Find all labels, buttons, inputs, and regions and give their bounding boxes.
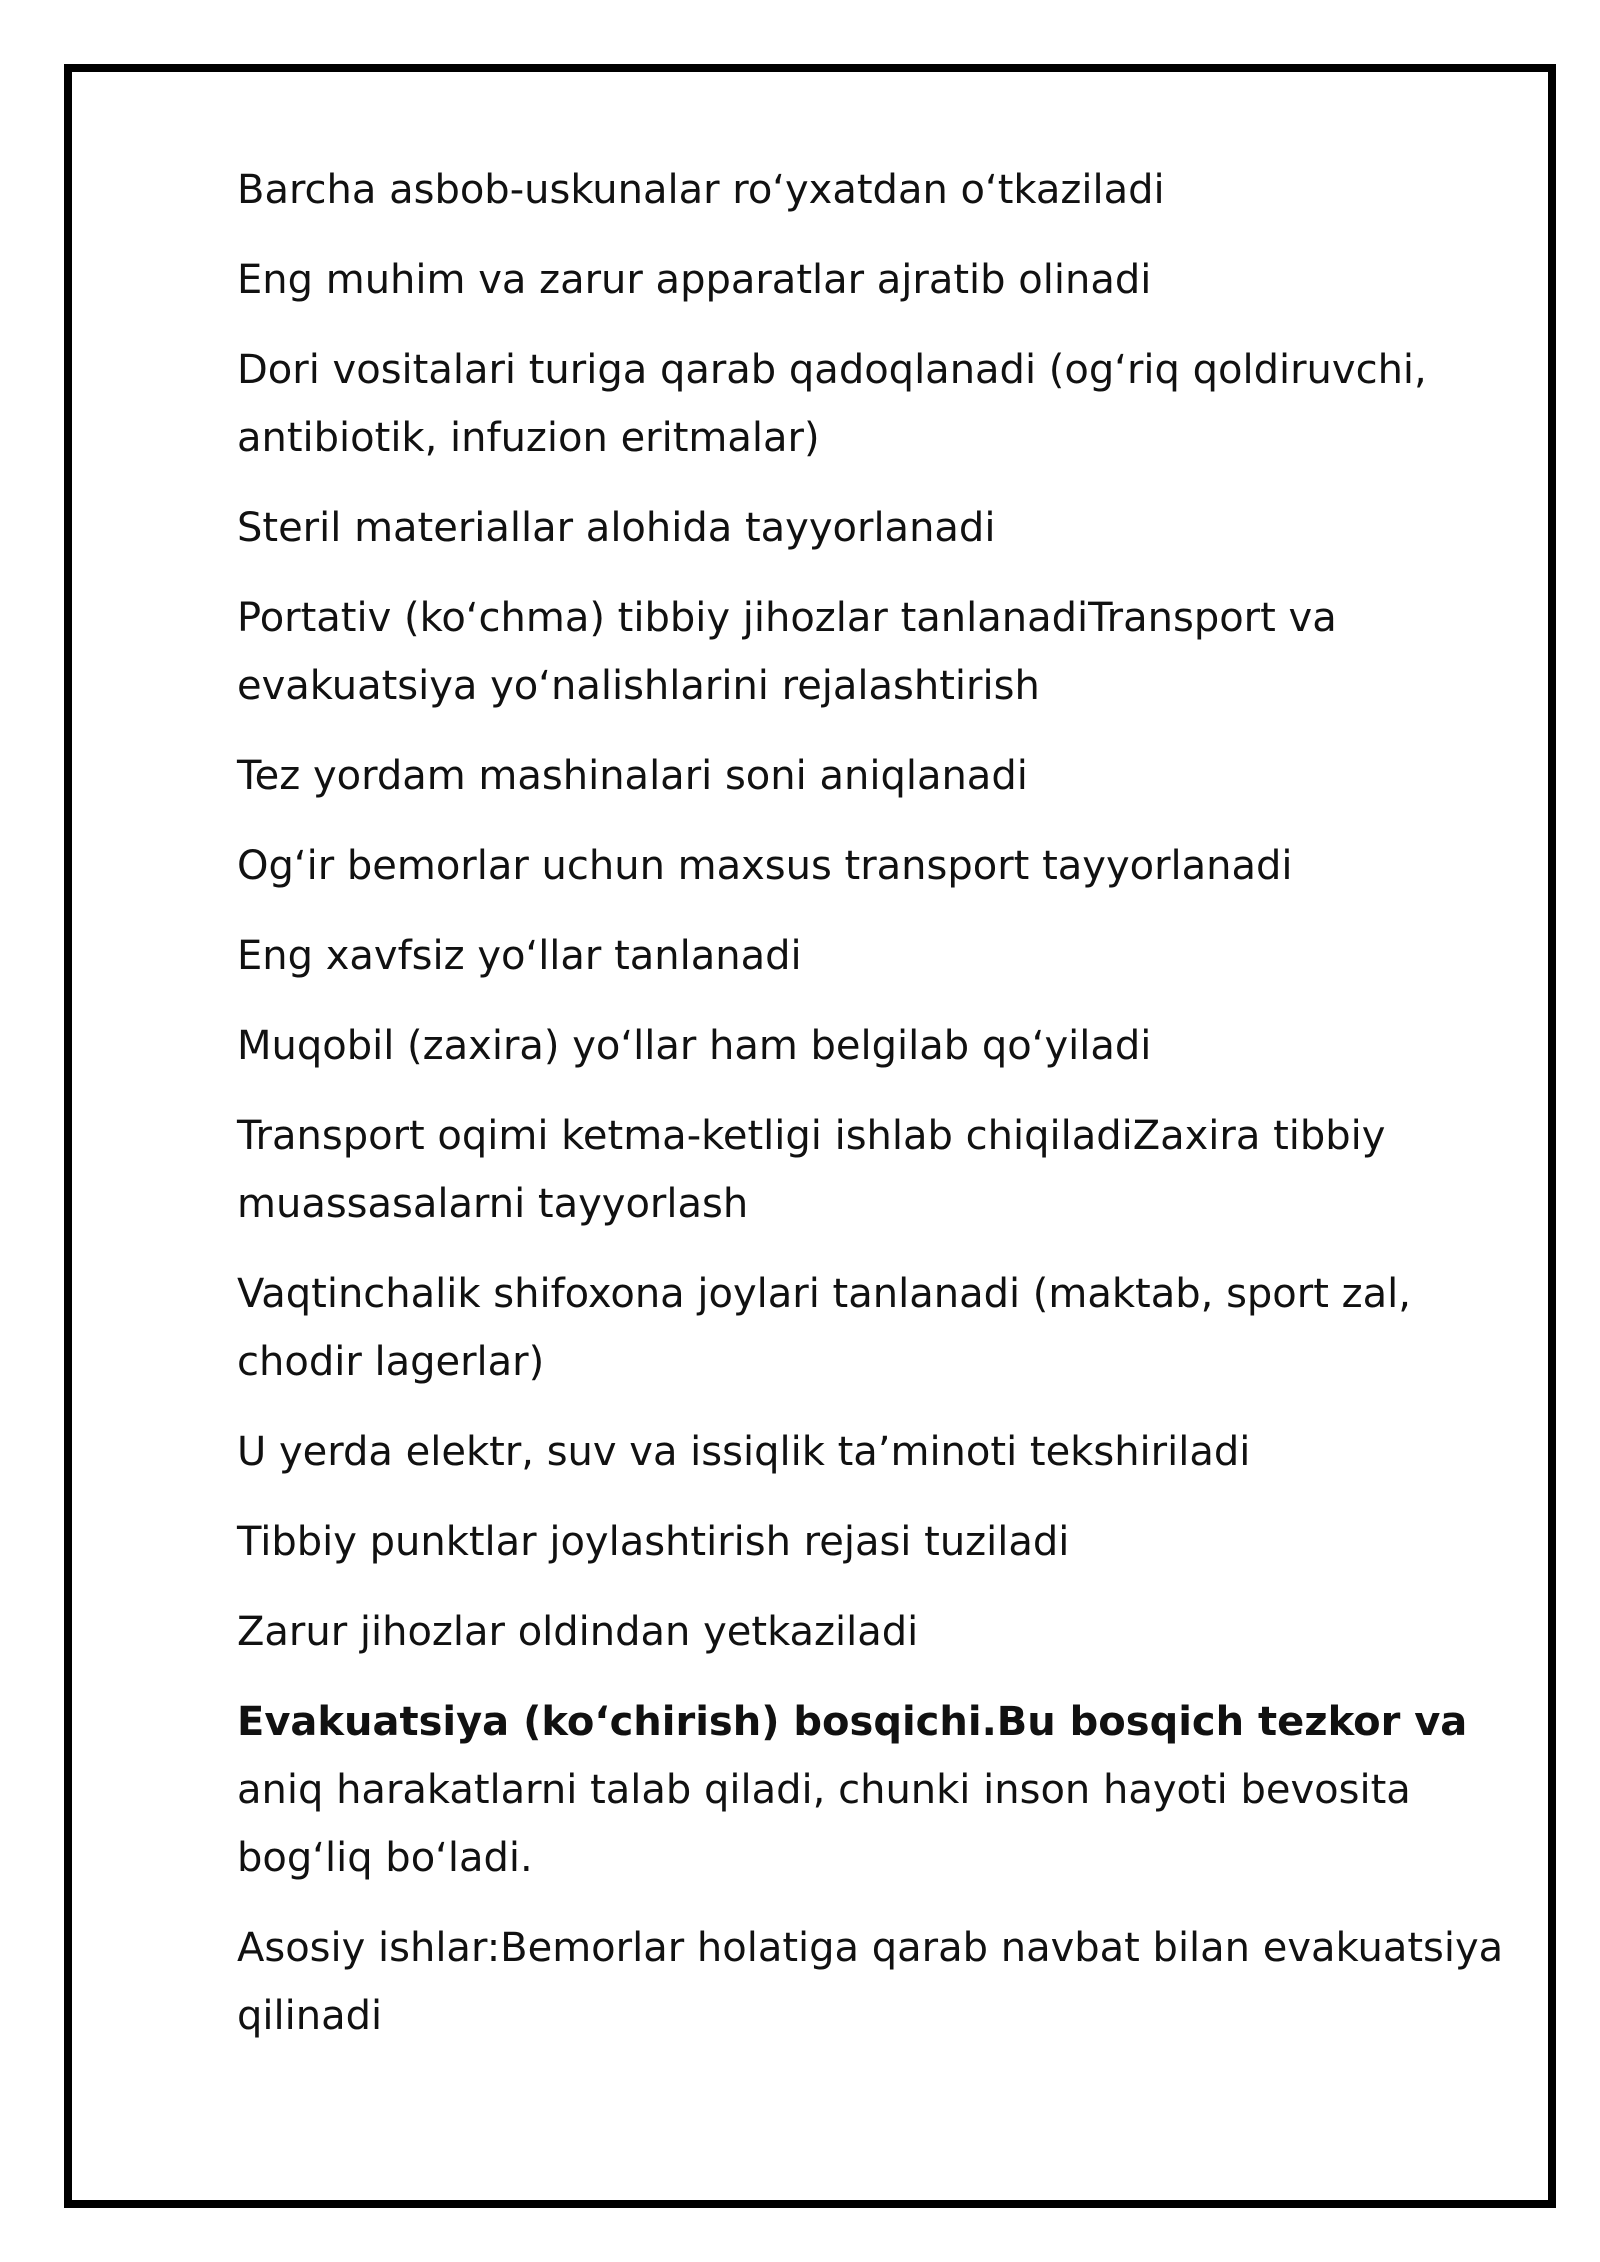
paragraph: Tibbiy punktlar joylashtirish rejasi tuziladi	[237, 1519, 1070, 1565]
paragraph: Eng muhim va zarur apparatlar ajratib olinadi	[237, 257, 1152, 303]
paragraph: Portativ (koʻchma) tibbiy jihozlar tanlanadiTransport va evakuatsiya yoʻnalishlarini rejalashtirish	[237, 595, 1337, 709]
paragraph: Barcha asbob-uskunalar roʻyxatdan oʻtkaziladi	[237, 167, 1165, 213]
evacuation-text: aniq harakatlarni talab qiladi, chunki inson hayoti bevosita bogʻliq boʻladi.	[237, 1767, 1411, 1881]
paragraph: Dori vositalari turiga qarab qadoqlanadi (ogʻriq qoldiruvchi, antibiotik, infuzion eritmalar)	[237, 347, 1427, 461]
main-tasks-paragraph: Asosiy ishlar:Bemorlar holatiga qarab navbat bilan evakuatsiya qilinadi	[237, 1925, 1504, 2039]
document-body	[237, 156, 1507, 2072]
paragraph: Muqobil (zaxira) yoʻllar ham belgilab qoʻyiladi	[237, 1023, 1152, 1069]
paragraph: Transport oqimi ketma-ketligi ishlab chiqiladiZaxira tibbiy muassasalarni tayyorlash	[237, 1113, 1386, 1227]
evacuation-paragraph	[237, 1688, 1507, 1892]
paragraph: Ogʻir bemorlar uchun maxsus transport tayyorlanadi	[237, 843, 1293, 889]
paragraph: Eng xavfsiz yoʻllar tanlanadi	[237, 933, 802, 979]
evacuation-heading: Evakuatsiya (koʻchirish) bosqichi.Bu bosqich tezkor va	[237, 1699, 1468, 1745]
paragraph: Tez yordam mashinalari soni aniqlanadi	[237, 753, 1028, 799]
page-frame	[64, 64, 1556, 2208]
paragraph: U yerda elektr, suv va issiqlik ta’minoti tekshiriladi	[237, 1429, 1251, 1475]
paragraph: Zarur jihozlar oldindan yetkaziladi	[237, 1609, 919, 1655]
paragraph: Steril materiallar alohida tayyorlanadi	[237, 505, 996, 551]
paragraph: Vaqtinchalik shifoxona joylari tanlanadi (maktab, sport zal, chodir lagerlar)	[237, 1271, 1411, 1385]
